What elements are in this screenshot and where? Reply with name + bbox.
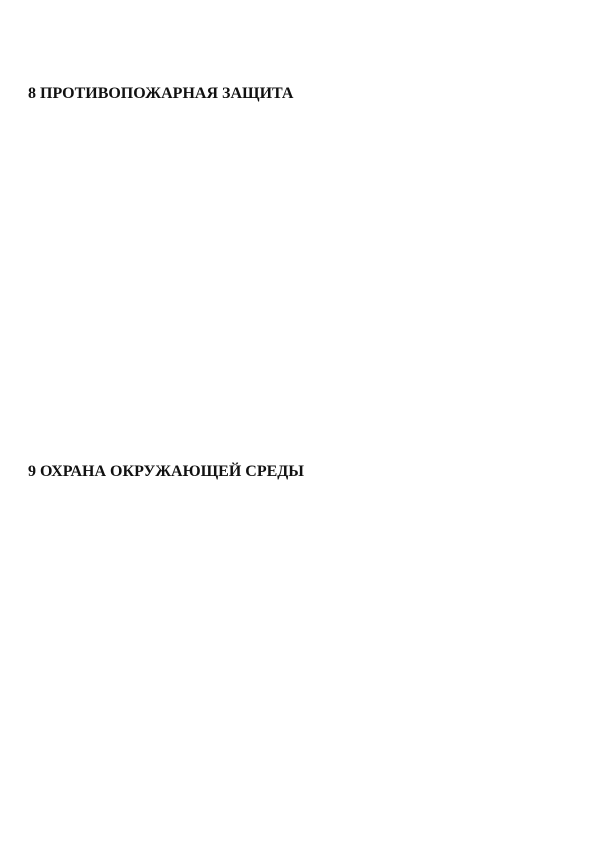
section-heading-environmental-protection: 9 ОХРАНА ОКРУЖАЮЩЕЙ СРЕДЫ	[28, 463, 304, 480]
section-heading-fire-protection: 8 ПРОТИВОПОЖАРНАЯ ЗАЩИТА	[28, 85, 294, 102]
